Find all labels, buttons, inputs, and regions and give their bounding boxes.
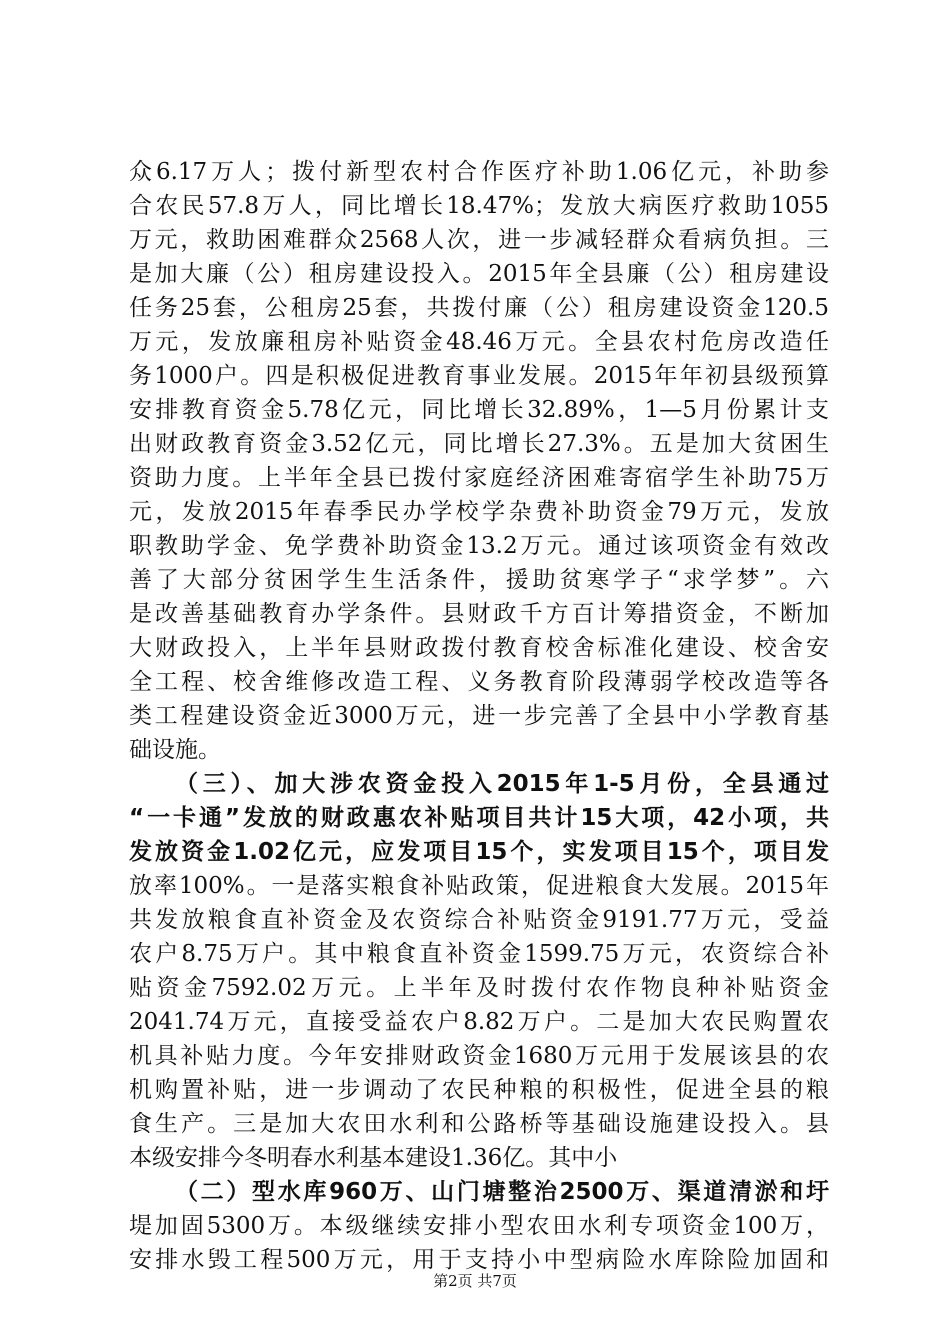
body-line: 善了大部分贫困学生生活条件，援助贫寒学子“求学梦”。六	[129, 567, 829, 593]
body-line: 万元，发放廉租房补贴资金48.46万元。全县农村危房改造任	[129, 329, 829, 355]
body-line: 农户8.75万户。其中粮食直补资金1599.75万元，农资综合补	[129, 941, 829, 967]
body-line: 大财政投入，上半年县财政拨付教育校舍标准化建设、校舍安	[129, 635, 829, 661]
body-line: 堤加固5300万。本级继续安排小型农田水利专项资金100万，	[129, 1213, 829, 1239]
body-line: 职教助学金、免学费补助资金13.2万元。通过该项资金有效改	[129, 533, 829, 559]
body-line: 贴资金7592.02万元。上半年及时拨付农作物良种补贴资金	[129, 975, 829, 1001]
body-line: 任务25套，公租房25套，共拨付廉（公）租房建设资金120.5	[129, 295, 829, 321]
body-line: 共发放粮食直补资金及农资综合补贴资金9191.77万元，受益	[129, 907, 829, 933]
body-line: 安排水毁工程500万元，用于支持小中型病险水库除险加固和	[129, 1247, 829, 1273]
body-line: 是加大廉（公）租房建设投入。2015年全县廉（公）租房建设	[129, 261, 829, 287]
body-line: 务1000户。四是积极促进教育事业发展。2015年年初县级预算	[129, 363, 829, 389]
section-heading-line: （二）型水库960万、山门塘整治2500万、渠道清淤和圩	[175, 1179, 829, 1205]
body-line: 安排教育资金5.78亿元，同比增长32.89%，1—5月份累计支	[129, 397, 829, 423]
body-line: 万元，救助困难群众2568人次，进一步减轻群众看病负担。三	[129, 227, 829, 253]
body-line: 本级安排今冬明春水利基本建设1.36亿。其中小	[129, 1145, 618, 1171]
document-body	[129, 155, 829, 1277]
body-line: 放率100%。一是落实粮食补贴政策，促进粮食大发展。2015年	[129, 873, 829, 899]
body-line: 础设施。	[129, 737, 221, 763]
body-line: 全工程、校舍维修改造工程、义务教育阶段薄弱学校改造等各	[129, 669, 829, 695]
body-line: 元，发放2015年春季民办学校学杂费补助资金79万元，发放	[129, 499, 829, 525]
body-line: 众6.17万人；拨付新型农村合作医疗补助1.06亿元，补助参	[129, 159, 829, 185]
body-line: 资助力度。上半年全县已拨付家庭经济困难寄宿学生补助75万	[129, 465, 829, 491]
body-line: 食生产。三是加大农田水利和公路桥等基础设施建设投入。县	[129, 1111, 829, 1137]
body-line: 是改善基础教育办学条件。县财政千方百计筹措资金，不断加	[129, 601, 829, 627]
section-heading-line: （三）、加大涉农资金投入2015年1-5月份，全县通过	[175, 771, 829, 797]
body-line: 2041.74万元，直接受益农户8.82万户。二是加大农民购置农	[129, 1009, 829, 1035]
body-line: 机具补贴力度。今年安排财政资金1680万元用于发展该县的农	[129, 1043, 829, 1069]
section-heading-line: “一卡通”发放的财政惠农补贴项目共计15大项，42小项，共	[129, 805, 829, 831]
body-line: 合农民57.8万人，同比增长18.47%；发放大病医疗救助1055	[129, 193, 829, 219]
body-line: 机购置补贴，进一步调动了农民种粮的积极性，促进全县的粮	[129, 1077, 829, 1103]
body-line: 出财政教育资金3.52亿元，同比增长27.3%。五是加大贫困生	[129, 431, 829, 457]
page-indicator: 第2页 共7页	[433, 1272, 517, 1290]
section-heading-line: 发放资金1.02亿元，应发项目15个，实发项目15个，项目发	[129, 839, 829, 865]
body-line: 类工程建设资金近3000万元，进一步完善了全县中小学教育基	[129, 703, 829, 729]
